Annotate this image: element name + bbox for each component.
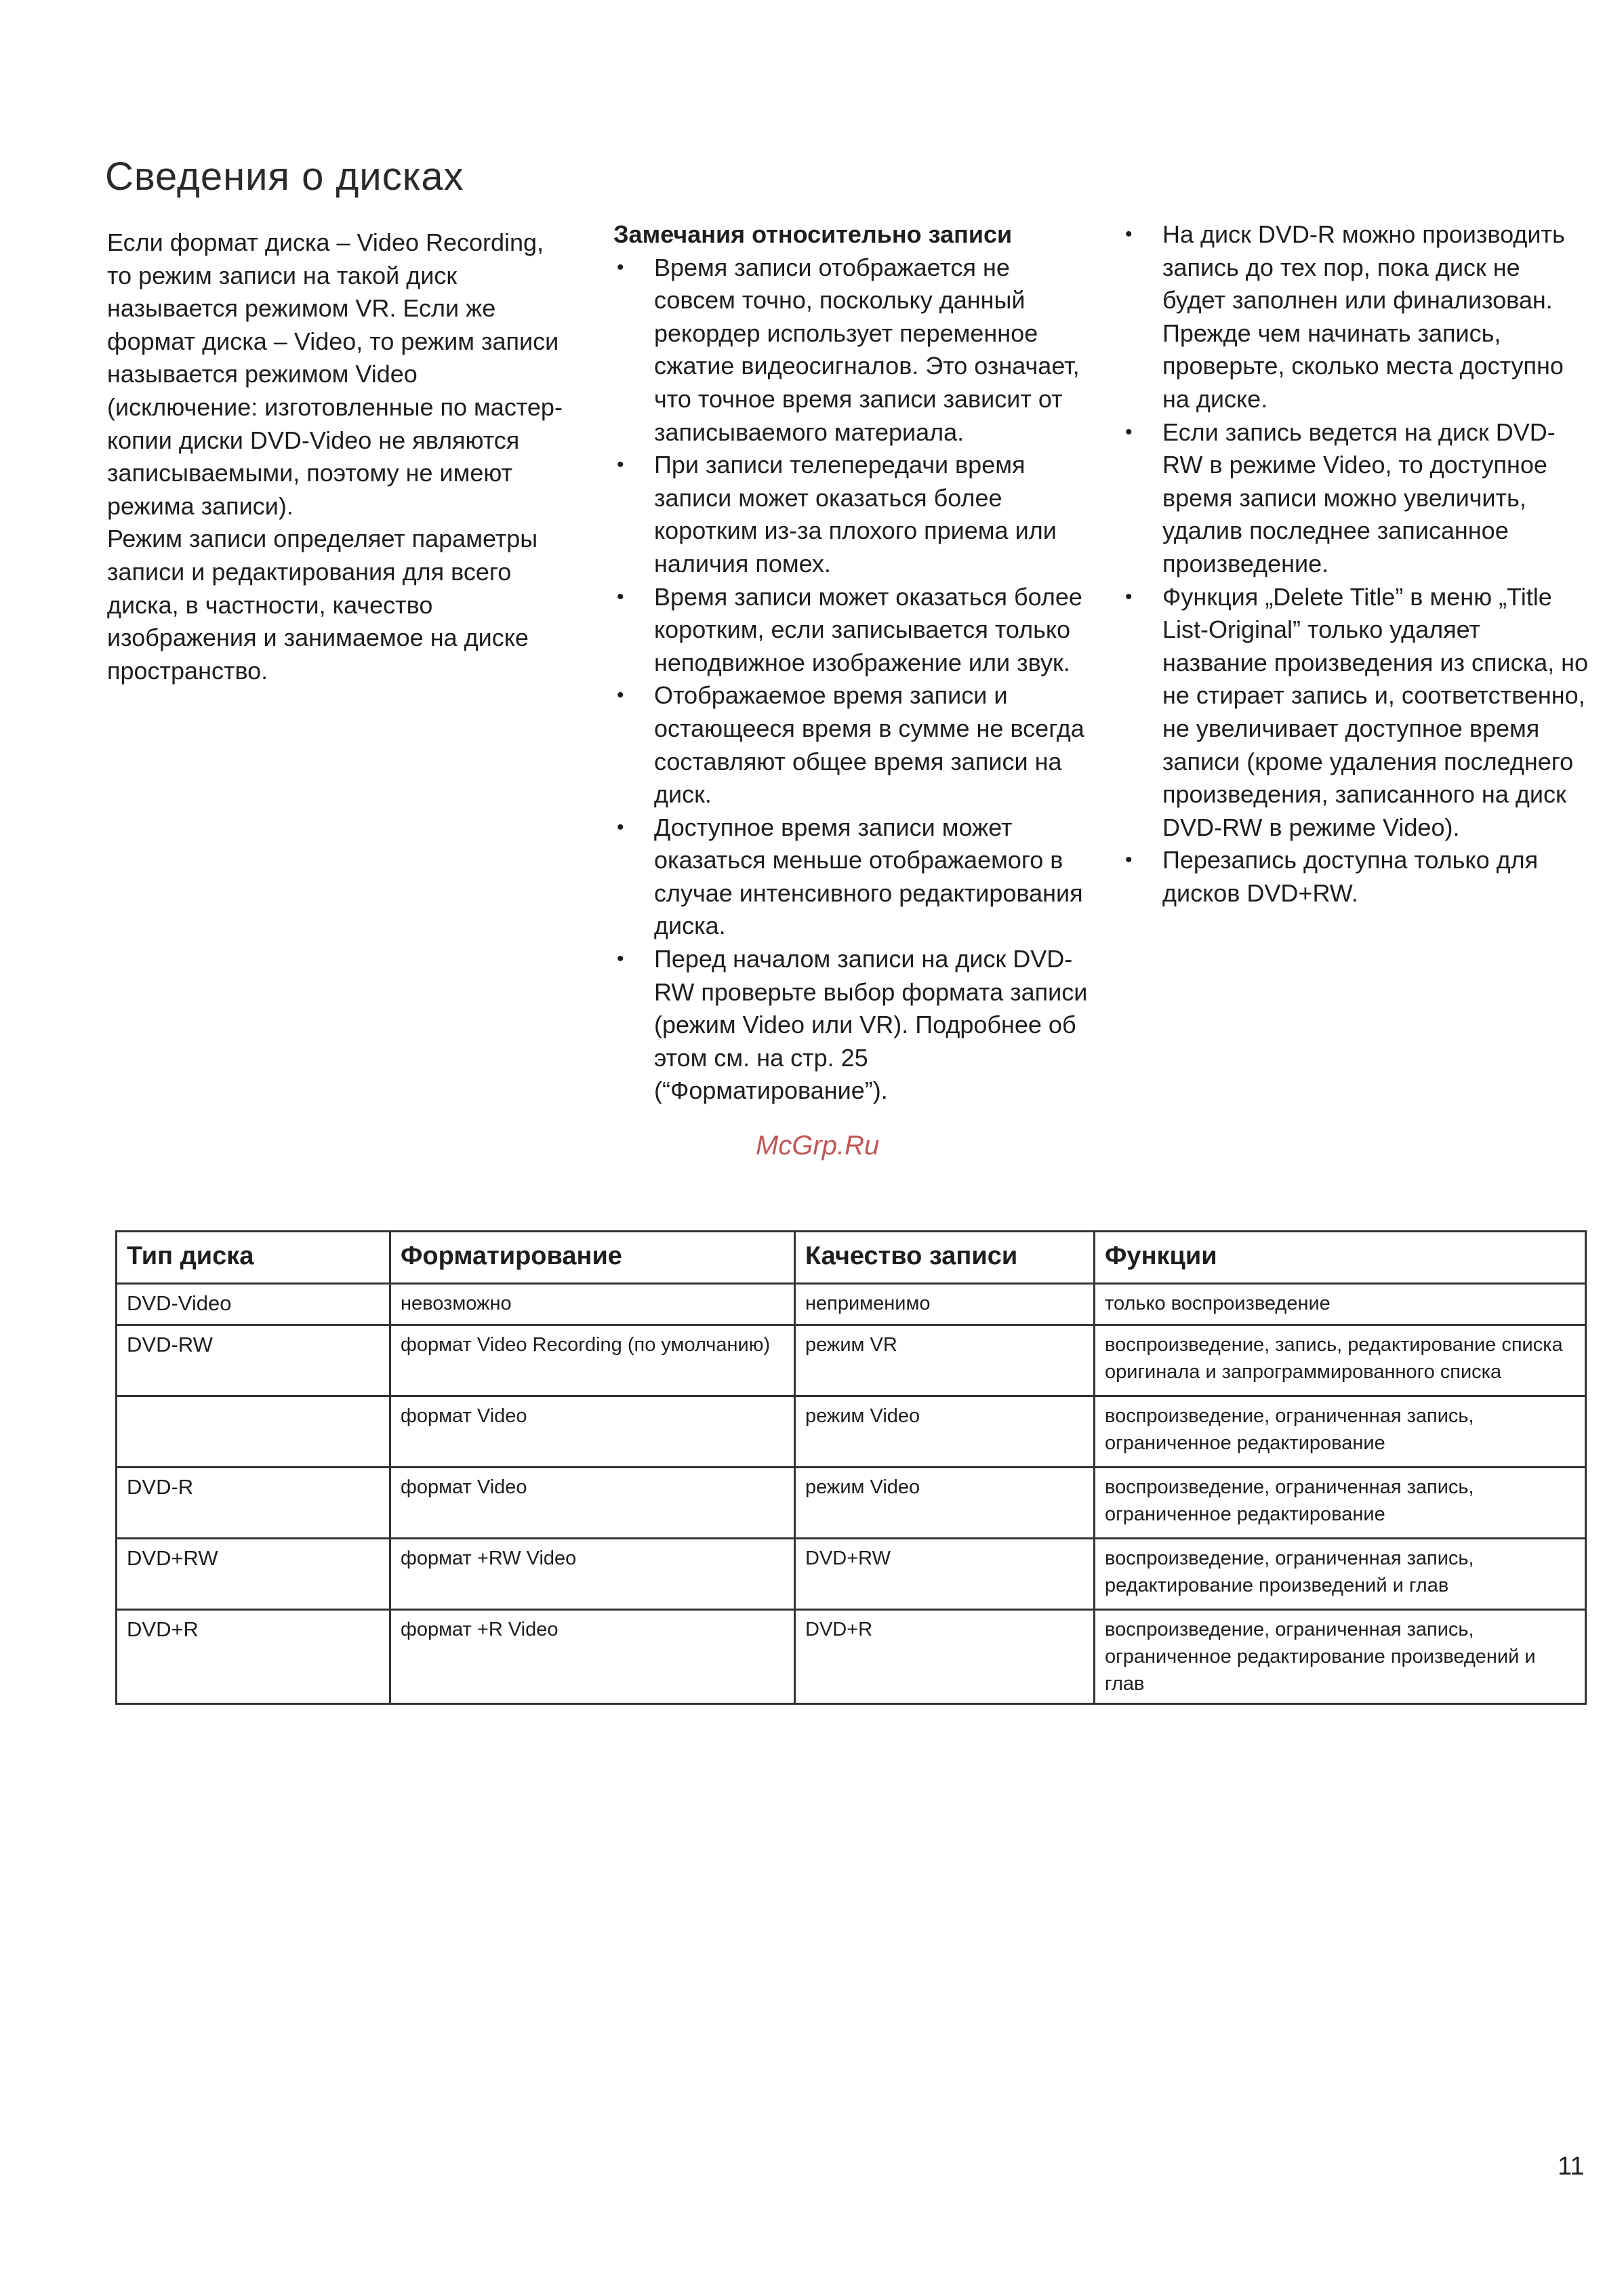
cell-quality: режим VR xyxy=(795,1325,1095,1396)
table-row xyxy=(117,1325,1586,1396)
cell-quality: режим Video xyxy=(795,1396,1095,1468)
cell-functions: воспроизведение, ограниченная запись, редактирование произведений и глав xyxy=(1095,1539,1586,1610)
intro-paragraph: Режим записи определяет параметры записи и редактирования для всего диска, в частности, качество изображения и занимаемое на диске пространство. xyxy=(107,525,538,685)
list-item-text: Время записи отображается не совсем точно, поскольку данный рекордер использует переменное сжатие видеосигналов. Это означает, что точное время записи зависит от записываемого материала. xyxy=(654,253,1080,446)
list-item-text: Перезапись доступна только для дисков DVD+RW. xyxy=(1162,846,1539,907)
cell-formatting: формат Video Recording (по умолчанию) xyxy=(390,1325,795,1396)
bullet-icon: • xyxy=(1125,420,1133,443)
bullet-icon: • xyxy=(617,256,624,279)
cell-functions: воспроизведение, ограниченная запись, ограниченное редактирование xyxy=(1095,1468,1586,1539)
list-item xyxy=(613,449,1088,580)
bullet-icon: • xyxy=(1125,223,1133,245)
bullet-icon: • xyxy=(1125,849,1133,872)
cell-quality: режим Video xyxy=(795,1468,1095,1539)
cell-disc-type: DVD-Video xyxy=(117,1284,390,1325)
list-item-text: При записи телепередачи время записи может оказаться более коротким из-за плохого приема или наличия помех. xyxy=(654,451,1057,578)
recording-notes-list xyxy=(613,251,1088,1108)
cell-formatting: невозможно xyxy=(390,1284,795,1325)
bullet-icon: • xyxy=(617,684,624,707)
list-item-text: На диск DVD-R можно производить запись до тех пор, пока диск не будет заполнен или финализован. Прежде чем начинать запись, проверьте, сколько места доступно на диске. xyxy=(1162,220,1565,413)
list-item xyxy=(613,811,1088,943)
bullet-icon: • xyxy=(617,815,624,839)
intro-column xyxy=(107,226,568,687)
cell-quality: DVD+RW xyxy=(795,1539,1095,1610)
list-item-text: Перед началом записи на диск DVD-RW проверьте выбор формата записи (режим Video или VR). Подробнее об этом см. на стр. 25 (“Форматирование”). xyxy=(654,945,1088,1105)
cell-formatting: формат +R Video xyxy=(390,1610,795,1704)
table-row xyxy=(117,1396,1586,1468)
list-item xyxy=(613,943,1088,1108)
list-item-text: Если запись ведется на диск DVD-RW в режиме Video, то доступное время записи можно увеличить, удалив последнее записанное произведение. xyxy=(1162,418,1556,578)
list-item-text: Отображаемое время записи и остающееся время в сумме не всегда составляют общее время записи на диск. xyxy=(654,681,1084,809)
cell-disc-type: DVD-RW xyxy=(117,1325,390,1396)
table-row xyxy=(117,1468,1586,1539)
list-item xyxy=(613,581,1088,680)
list-item xyxy=(1122,416,1589,581)
table-row xyxy=(117,1284,1586,1325)
intro-paragraph: Если формат диска – Video Recording, то режим записи на такой диск называется режимом VR. Если же формат диска – Video, то режим записи называется режимом Video (исключение: изготовленные по мастер-копии диски DVD-Video не являются записываемыми, поэтому не имеют режима записи). xyxy=(107,228,563,520)
cell-disc-type: DVD+RW xyxy=(117,1539,390,1610)
list-item xyxy=(1122,581,1589,845)
header-functions: Функции xyxy=(1095,1232,1586,1284)
bullet-icon: • xyxy=(617,585,624,608)
disc-types-table xyxy=(115,1230,1587,1705)
list-item xyxy=(613,251,1088,449)
bullet-icon: • xyxy=(617,453,624,477)
bullet-icon: • xyxy=(617,948,624,971)
recording-notes-heading: Замечания относительно записи xyxy=(613,220,1013,248)
table-row xyxy=(117,1610,1586,1704)
header-recording-quality: Качество записи xyxy=(795,1232,1095,1284)
page-title: Сведения о дисках xyxy=(105,154,464,199)
cell-formatting: формат Video xyxy=(390,1468,795,1539)
list-item-text: Время записи может оказаться более коротким, если записывается только неподвижное изображение или звук. xyxy=(654,582,1082,676)
cell-functions: воспроизведение, ограниченная запись, ограниченное редактирование xyxy=(1095,1396,1586,1468)
list-item-text: Доступное время записи может оказаться меньше отображаемого в случае интенсивного редактирования диска. xyxy=(654,813,1083,940)
header-disc-type: Тип диска xyxy=(117,1232,390,1284)
cell-disc-type xyxy=(117,1396,390,1468)
cell-formatting: формат +RW Video xyxy=(390,1539,795,1610)
cell-disc-type: DVD+R xyxy=(117,1610,390,1704)
header-formatting: Форматирование xyxy=(390,1232,795,1284)
list-item xyxy=(1122,844,1589,910)
page-number: 11 xyxy=(1558,2152,1585,2181)
recording-notes-continued-column xyxy=(1122,218,1589,910)
recording-notes-column xyxy=(613,218,1088,1108)
cell-quality: DVD+R xyxy=(795,1610,1095,1704)
watermark: McGrp.Ru xyxy=(756,1131,880,1160)
cell-functions: воспроизведение, ограниченная запись, ограниченное редактирование произведений и глав xyxy=(1095,1610,1586,1704)
cell-functions: только воспроизведение xyxy=(1095,1284,1586,1325)
cell-functions: воспроизведение, запись, редактирование списка оригинала и запрограммированного списка xyxy=(1095,1325,1586,1396)
table-row xyxy=(117,1539,1586,1610)
cell-disc-type: DVD-R xyxy=(117,1468,390,1539)
list-item-text: Функция „Delete Title” в меню „Title List-Original” только удаляет название произведения из списка, но не стирает запись и, соответственно, не увеличивает доступное время записи (кроме удаления последнего произведения, записанного на диск DVD-RW в режиме Video). xyxy=(1162,582,1589,841)
cell-quality: неприменимо xyxy=(795,1284,1095,1325)
cell-formatting: формат Video xyxy=(390,1396,795,1468)
list-item xyxy=(613,679,1088,811)
bullet-icon: • xyxy=(1125,585,1133,608)
table-header-row xyxy=(117,1232,1586,1284)
recording-notes-continued-list xyxy=(1122,218,1589,910)
list-item xyxy=(1122,218,1589,416)
